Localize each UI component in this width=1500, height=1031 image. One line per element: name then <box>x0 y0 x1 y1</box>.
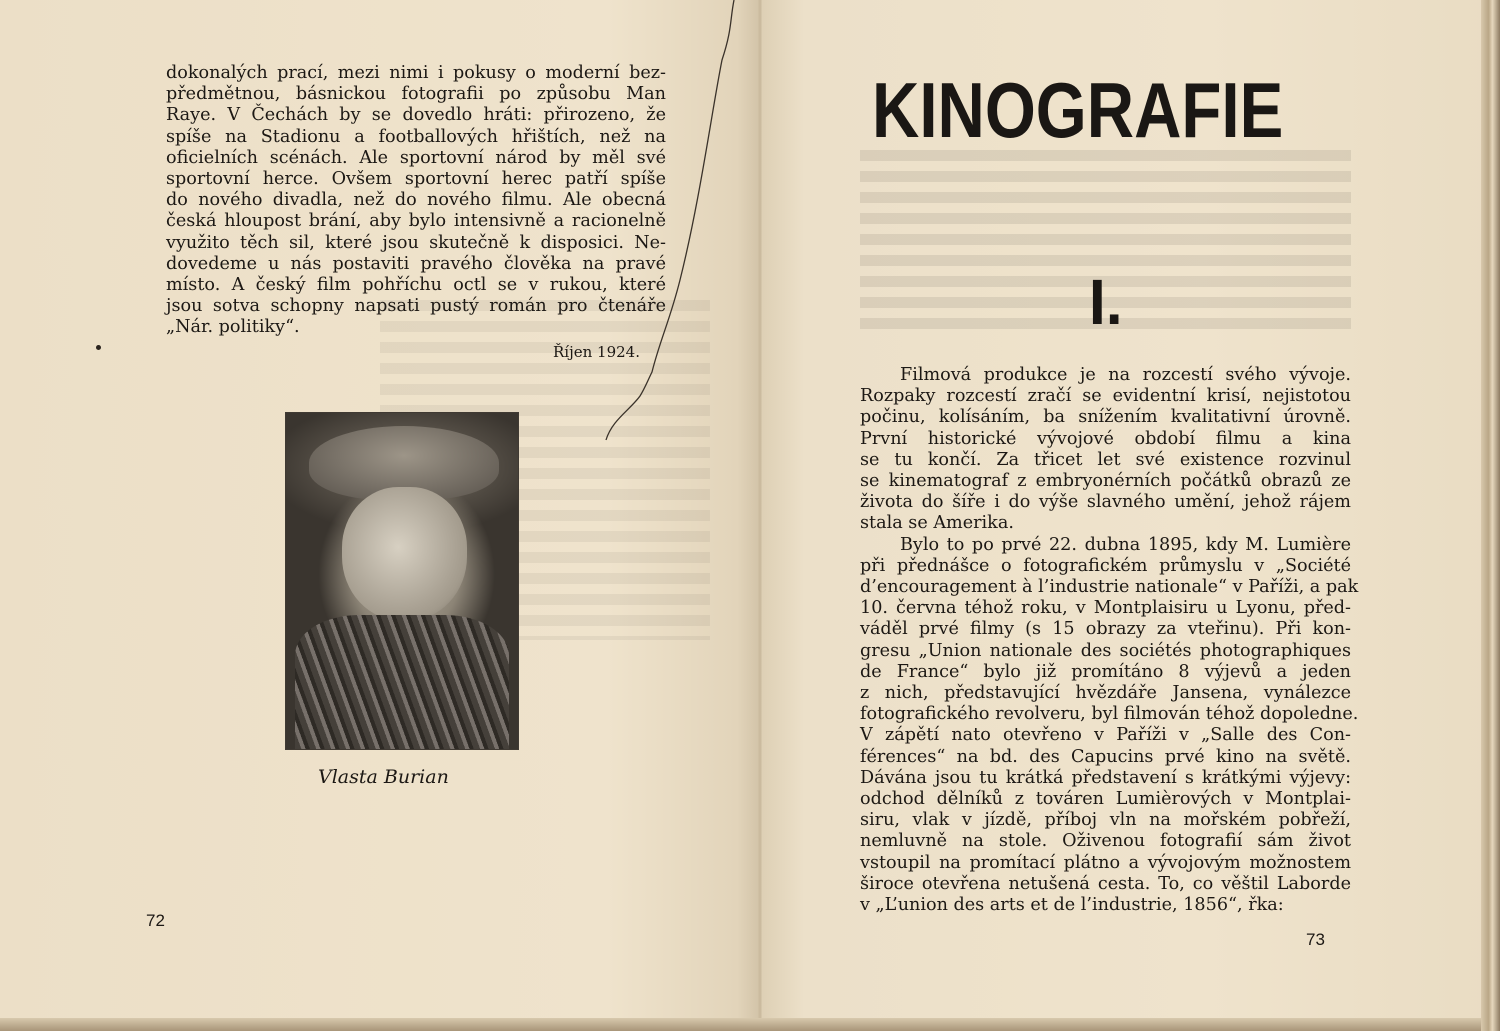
text-line: se kinematograf z embryonérních počátků obrazů ze <box>860 471 1351 492</box>
chapter-title: KINOGRAFIE <box>872 66 1284 154</box>
text-line: jsou sotva schopny napsati pustý román pro čtenáře <box>166 296 666 317</box>
photo-caption: Vlasta Burian <box>318 766 449 788</box>
text-line: fotografického revolveru, byl filmován téhož dopoledne. <box>860 704 1359 725</box>
text-line: počinu, kolísáním, ba snížením kvalitativní úrovně. <box>860 407 1351 428</box>
text-line: česká hloupost brání, aby bylo intensivně a racionelně <box>166 211 666 232</box>
text-line: První historické vývojové období filmu a kina <box>860 428 1351 449</box>
text-line: sportovní herce. Ovšem sportovní herec patří spíše <box>166 169 666 190</box>
text-line: „Nár. politiky“. <box>166 317 300 338</box>
book-bottom-edge <box>0 1018 1500 1031</box>
text-line: stala se Amerika. <box>860 513 1014 534</box>
right-page-body <box>860 365 1359 916</box>
text-line: oficielních scénách. Ale sportovní národ by měl své <box>166 147 666 168</box>
text-line: v „L’union des arts et de l’industrie, 1856“, řka: <box>860 895 1284 916</box>
text-line: při přednášce o fotografickém průmyslu v „Société <box>860 555 1351 576</box>
text-line: odchod dělníků z továren Lumièrových v Montplai- <box>860 789 1351 810</box>
text-line: de France“ bylo již promítáno 8 výjevů a jeden <box>860 661 1351 682</box>
text-line: Filmová produkce je na rozcestí svého vývoje. <box>900 365 1351 385</box>
photo-coat <box>295 615 508 749</box>
text-line: spíše na Stadionu a footballových hřištích, než na <box>166 126 666 147</box>
text-line: Rozpaky rozcestí zračí se evidentní krisí, nejistotou <box>860 386 1351 407</box>
text-line: Raye. V Čechách by se dovedlo hráti: přirozeno, že <box>166 105 666 126</box>
text-line: z nich, představující hvězdáře Jansena, vynálezce <box>860 683 1351 704</box>
portrait-photo <box>285 412 519 750</box>
text-line: siru, vlak v jízdě, příboj vln na mořském pobřeží, <box>860 810 1351 831</box>
book-right-edge <box>1481 0 1500 1031</box>
page-number-right: 73 <box>1306 930 1325 949</box>
text-line: života do šíře i do výše slavného umění, jehož rájem <box>860 492 1351 513</box>
text-line: Dávána jsou tu krátká představení s krátkými výjevy: <box>860 767 1351 788</box>
text-line: d’encouragement à l’industrie nationale“ v Paříži, a pak <box>860 577 1359 598</box>
left-page-paragraph <box>166 63 666 339</box>
text-line: Bylo to po prvé 22. dubna 1895, kdy M. Lumière <box>900 534 1351 555</box>
text-line: nemluvně na stole. Oživenou fotografií sám život <box>860 831 1351 852</box>
text-line: do nového divadla, než do nového filmu. Ale obecná <box>166 190 666 211</box>
text-line: vstoupil na promítací plátno a vývojovým možnostem <box>860 852 1351 873</box>
text-line: se tu končí. Za třicet let své existence rozvinul <box>860 449 1351 470</box>
text-line: férences“ na bd. des Capucins prvé kino na světě. <box>860 746 1351 767</box>
text-line: 10. června téhož roku, v Montplaisiru u Lyonu, před- <box>860 598 1351 619</box>
text-line: V zápětí nato otevřeno v Paříži v „Salle des Con- <box>860 725 1351 746</box>
text-line: dovedeme u nás postaviti pravého člověka na pravé <box>166 253 666 274</box>
text-line: předmětnou, básnickou fotografii po způsobu Man <box>166 84 666 105</box>
chapter-number: I. <box>1088 266 1123 338</box>
photo-face <box>342 487 467 621</box>
ink-speck <box>96 345 101 350</box>
text-line: váděl prvé filmy (s 15 obrazy za vteřinu). Při kon- <box>860 619 1351 640</box>
essay-date: Říjen 1924. <box>553 343 640 361</box>
text-line: místo. A český film pohříchu octl se v rukou, které <box>166 275 666 296</box>
text-line: gresu „Union nationale des sociétés photographiques <box>860 640 1351 661</box>
text-line: využito těch sil, které jsou skutečně k disposici. Ne- <box>166 232 666 253</box>
page-number-left: 72 <box>146 911 165 930</box>
text-line: široce otevřena netušená cesta. To, co věštil Laborde <box>860 873 1351 894</box>
text-line: dokonalých prací, mezi nimi i pokusy o moderní bez- <box>166 63 666 83</box>
